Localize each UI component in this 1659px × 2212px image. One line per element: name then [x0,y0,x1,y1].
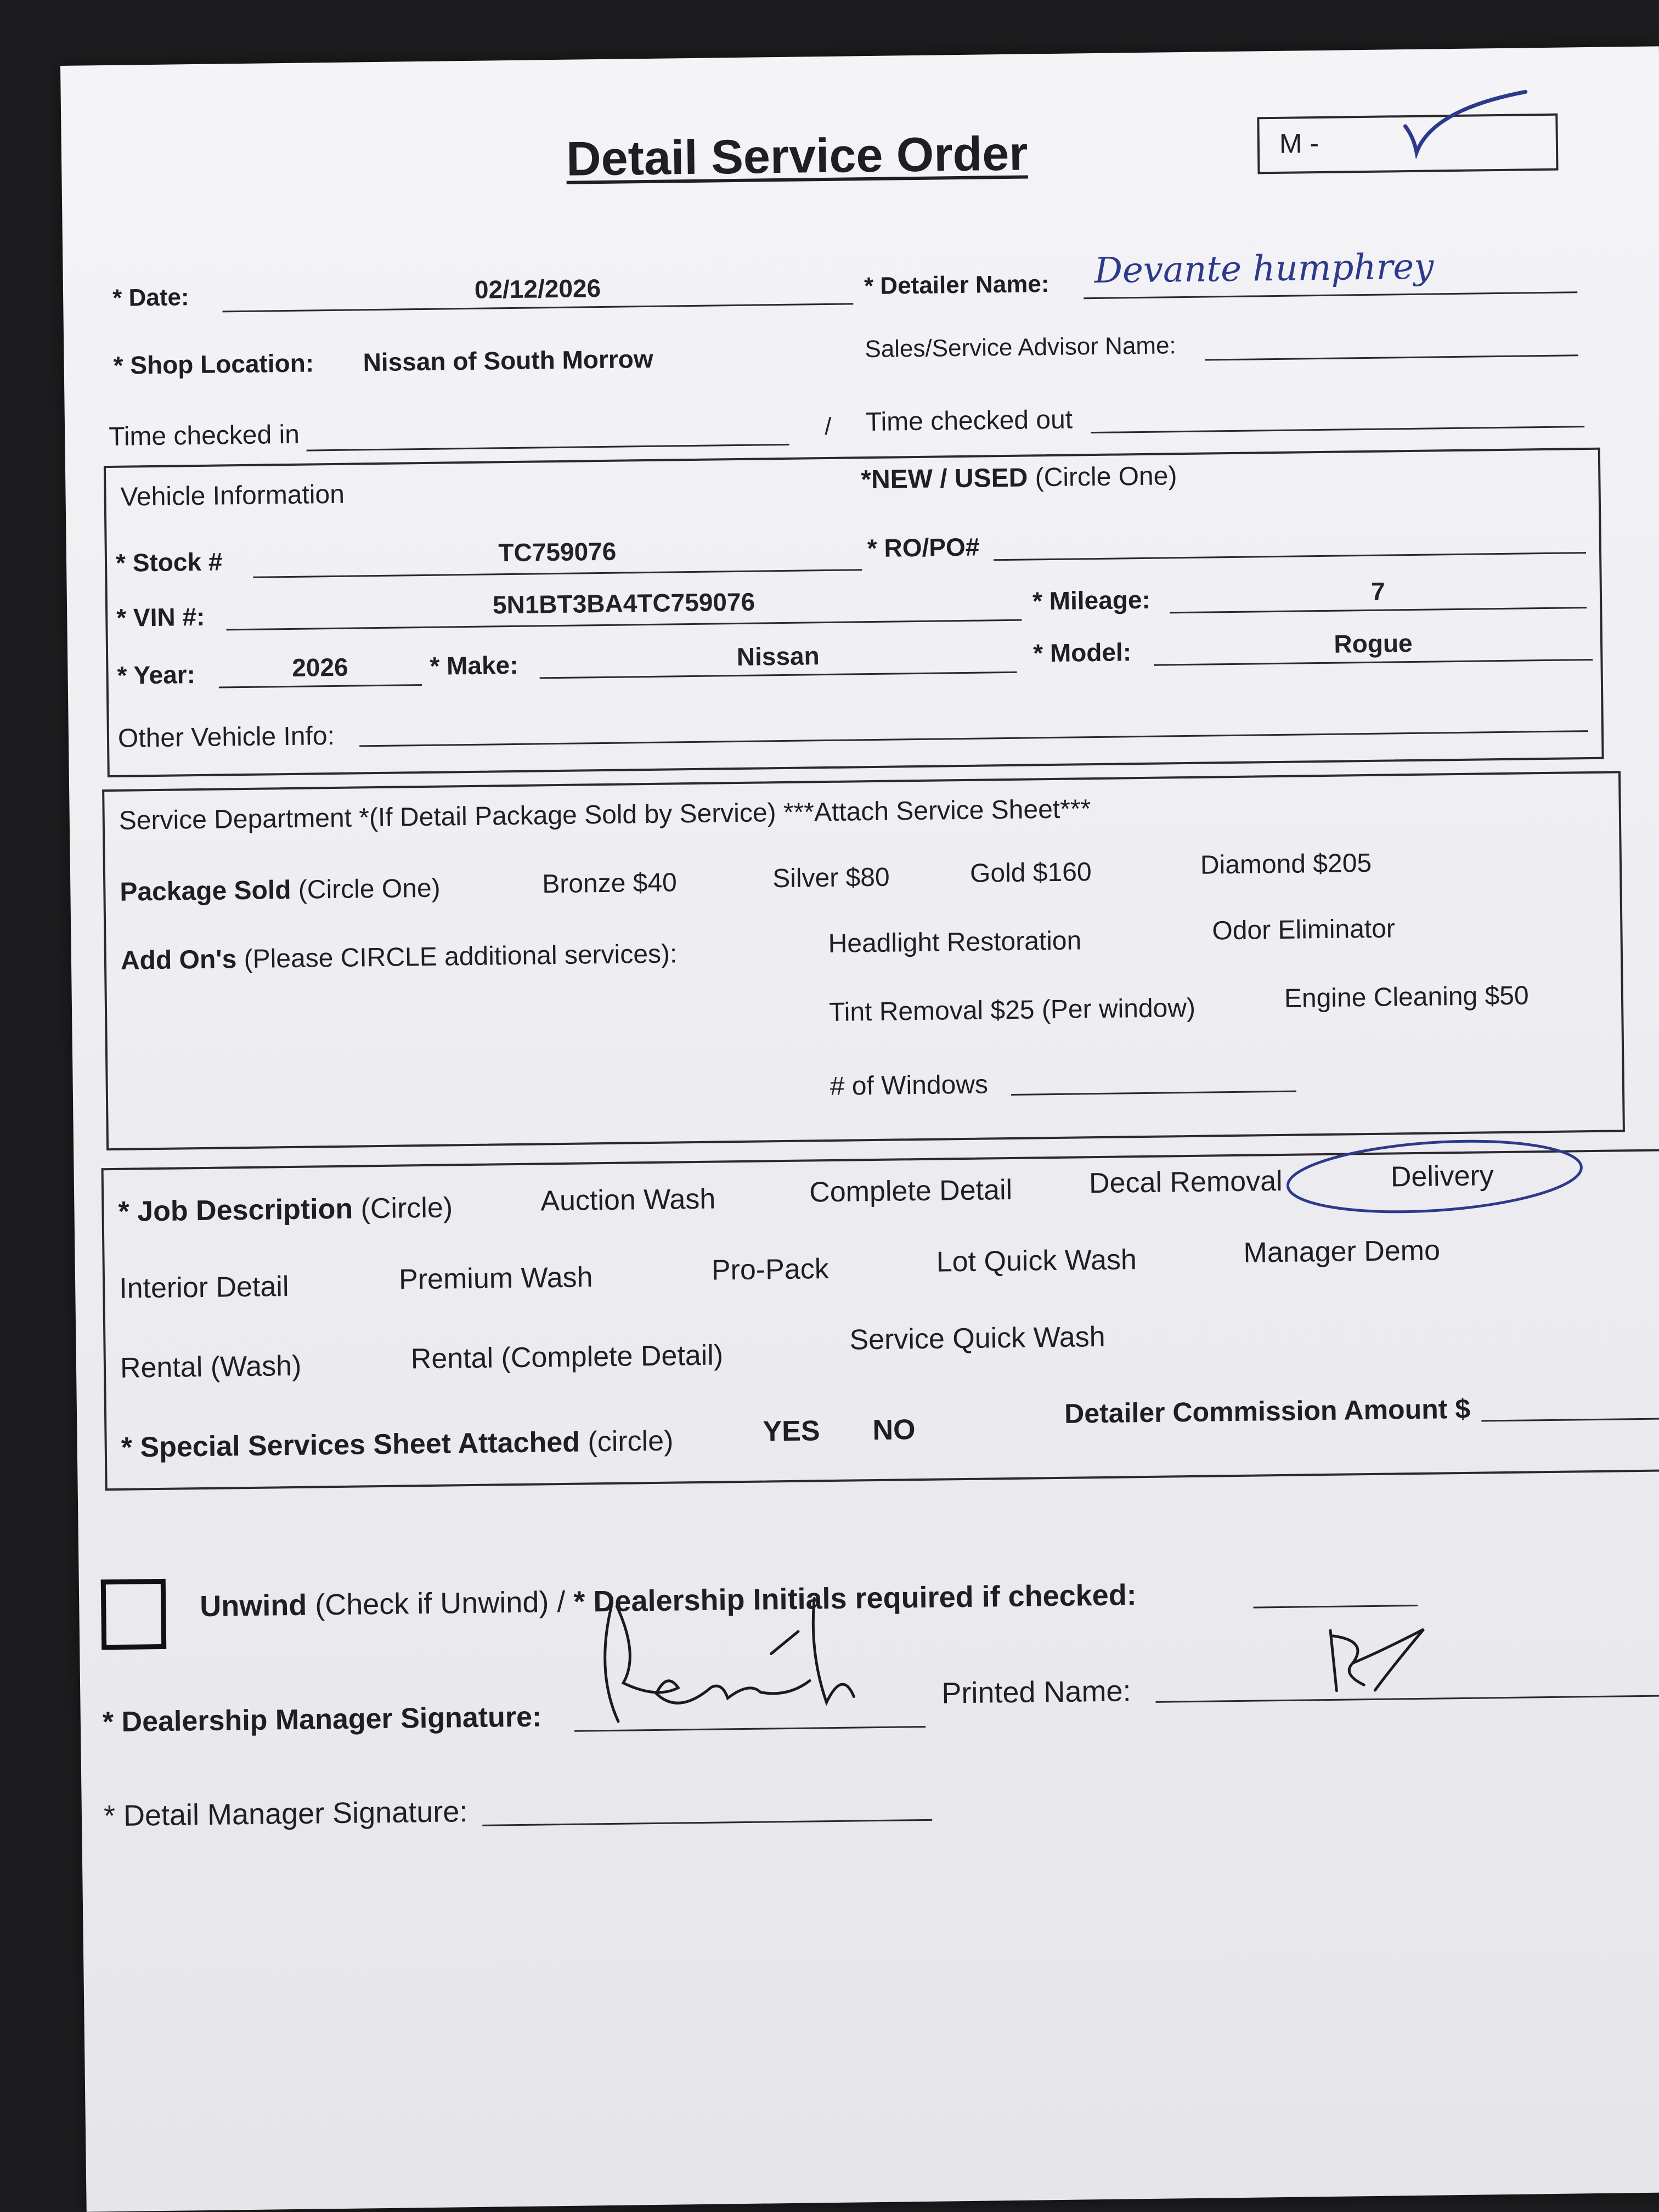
unwind-checkbox[interactable] [101,1579,167,1650]
addon-odor[interactable]: Odor Eliminator [1212,914,1396,946]
printed-name-label: Printed Name: [941,1674,1131,1710]
time-out-label: Time checked out [865,405,1073,437]
job-rental-complete[interactable]: Rental (Complete Detail) [410,1339,724,1375]
windows-label: # of Windows [830,1070,989,1101]
year-value[interactable]: 2026 [291,652,348,682]
dm-signature-mark [589,1587,898,1733]
special-no[interactable]: NO [872,1414,916,1447]
package-silver[interactable]: Silver $80 [772,862,890,894]
stock-value[interactable]: TC759076 [498,537,617,567]
date-label: * Date: [112,284,189,312]
detailer-value[interactable]: Devante humphrey [1094,246,1434,291]
delivery-circle-mark [1280,1133,1589,1220]
advisor-label: Sales/Service Advisor Name: [865,332,1177,363]
detailer-line [1084,291,1577,299]
package-label: Package Sold (Circle One) [120,873,441,907]
job-complete-detail[interactable]: Complete Detail [809,1173,1013,1209]
package-diamond[interactable]: Diamond $205 [1200,848,1372,880]
unwind-label: Unwind (Check if Unwind) / * Dealership Initials required if checked: [199,1578,1137,1623]
model-value[interactable]: Rogue [1334,628,1413,658]
new-used-label: *NEW / USED (Circle One) [861,461,1177,495]
form-title: Detail Service Order [566,126,1029,186]
detail-manager-line [482,1819,932,1826]
job-auction-wash[interactable]: Auction Wash [540,1183,716,1217]
m-box-label: M - [1279,127,1319,159]
mileage-value[interactable]: 7 [1370,577,1385,606]
job-lot-quick-wash[interactable]: Lot Quick Wash [936,1244,1137,1278]
checkmark-icon [1400,86,1532,159]
vehicle-section-label: Vehicle Information [120,479,345,512]
job-description-label: * Job Description (Circle) [118,1192,453,1228]
make-value[interactable]: Nissan [736,641,820,672]
shop-value: Nissan of South Morrow [363,344,653,377]
model-label: * Model: [1032,637,1132,668]
package-bronze[interactable]: Bronze $40 [541,868,678,899]
job-service-quick-wash[interactable]: Service Quick Wash [849,1321,1106,1356]
other-info-label: Other Vehicle Info: [117,721,335,753]
job-rental-wash[interactable]: Rental (Wash) [120,1350,302,1384]
shop-label: * Shop Location: [113,348,314,380]
job-delivery[interactable]: Delivery [1390,1160,1494,1193]
job-pro-pack[interactable]: Pro-Pack [711,1253,830,1286]
time-slash: / [824,413,832,441]
service-order-paper [60,46,1659,2211]
addon-engine[interactable]: Engine Cleaning $50 [1284,981,1529,1013]
commission-label: Detailer Commission Amount $ [1064,1393,1471,1429]
date-value[interactable]: 02/12/2026 [474,273,601,304]
time-in-line [307,444,789,452]
vin-value[interactable]: 5N1BT3BA4TC759076 [492,587,755,619]
stock-label: * Stock # [115,547,223,577]
job-premium-wash[interactable]: Premium Wash [398,1261,593,1296]
time-in-label: Time checked in [108,420,300,452]
year-label: * Year: [117,660,196,690]
vin-label: * VIN #: [116,602,205,632]
job-decal-removal[interactable]: Decal Removal [1088,1165,1283,1200]
dm-signature-label: * Dealership Manager Signature: [102,1701,542,1739]
addon-headlight[interactable]: Headlight Restoration [828,926,1082,959]
job-manager-demo[interactable]: Manager Demo [1243,1234,1441,1269]
package-gold[interactable]: Gold $160 [969,857,1092,888]
advisor-line [1205,354,1578,360]
detail-manager-label: * Detail Manager Signature: [103,1795,468,1833]
ro-label: * RO/PO# [867,532,980,563]
job-interior-detail[interactable]: Interior Detail [119,1271,289,1305]
printed-name-mark [1319,1618,1441,1702]
detailer-label: * Detailer Name: [864,270,1049,300]
special-services-label: * Special Services Sheet Attached (circle) [121,1425,674,1464]
special-yes[interactable]: YES [763,1415,820,1448]
initials-line [1253,1605,1418,1609]
make-label: * Make: [430,650,518,680]
addons-label: Add On's (Please CIRCLE additional services): [120,939,678,975]
mileage-label: * Mileage: [1032,585,1151,616]
addon-tint[interactable]: Tint Removal $25 (Per window) [828,993,1196,1028]
service-dept-header: Service Department *(If Detail Package Sold by Service) ***Attach Service Sheet*** [119,794,1091,836]
time-out-line [1091,426,1584,433]
